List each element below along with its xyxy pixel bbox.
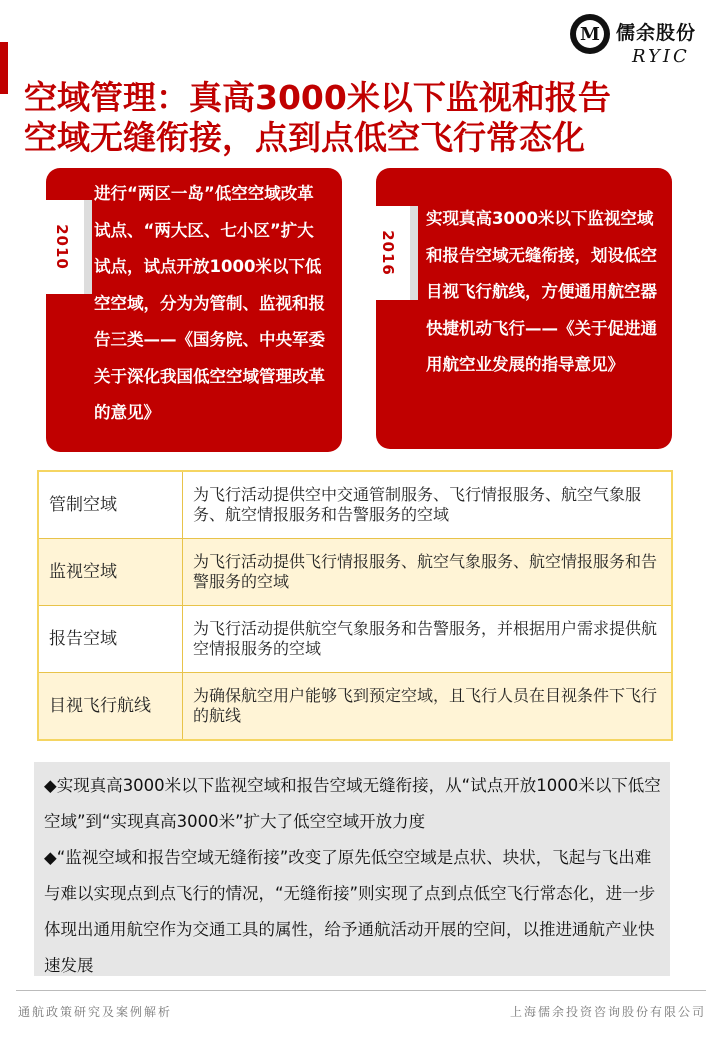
company-logo [566,10,714,74]
table-row [38,606,672,673]
summary-bullet: ◆实现真高3000米以下监视空域和报告空域无缝衔接，从“试点开放1000米以下低空空域”到“实现真高3000米”扩大了低空空域开放力度 [44,776,661,831]
airspace-definition-table [37,470,673,741]
footer-left-text: 通航政策研究及案例解析 [18,1005,173,1019]
footer-right-text: 上海儒余投资咨询股份有限公司 [509,1005,706,1019]
table-row [38,539,672,606]
page-title [24,78,704,158]
table-cell-value: 为飞行活动提供航空气象服务和告警服务，并根据用户需求提供航空情报服务的空域 [183,606,673,673]
title-accent-bar [0,42,8,94]
summary-bullet: ◆“监视空域和报告空域无缝衔接”改变了原先低空空域是点状、块状，飞起与飞出难与难以实现点到点飞行的情况，“无缝衔接”则实现了点到点低空飞行常态化，进一步体现出通用航空作为交通工具的属性，给予通航活动开展的空间，以推进通航产业快速发展 [44,848,656,975]
logo-mark-icon: M [570,14,610,54]
logo-name-cn: 儒余股份 [616,22,697,44]
page-title-line-2: 空域无缝衔接，点到点低空飞行常态化 [24,118,585,157]
table-cell-value: 为飞行活动提供飞行情报服务、航空气象服务、航空情报服务和告警服务的空域 [183,539,673,606]
page-title-line-1: 空域管理：真高3000米以下监视和报告 [24,78,611,117]
year-label: 2016 [379,230,397,276]
policy-card-2016 [376,168,672,449]
year-tab-shadow [410,206,418,300]
year-label: 2010 [53,224,71,270]
logo-name-en: RYIC [632,46,690,67]
policy-card-text: 进行“两区一岛”低空空域改革试点、“两大区、七小区”扩大试点，试点开放1000米以下低空空域，分为为管制、监视和报告三类——《国务院、中央军委关于深化我国低空空域管理改革的意见》 [94,184,325,422]
year-tab-shadow [84,200,92,294]
year-tab-2016 [366,206,410,300]
summary-note-box [34,762,670,976]
table-row [38,471,672,539]
table-cell-value: 为飞行活动提供空中交通管制服务、飞行情报服务、航空气象服务、航空情报服务和告警服务的空域 [183,471,673,539]
table-cell-key: 管制空域 [38,471,183,539]
footer-divider [16,990,706,991]
year-tab-2010 [40,200,84,294]
table-cell-key: 报告空域 [38,606,183,673]
policy-card-text: 实现真高3000米以下监视空域和报告空域无缝衔接，划设低空目视飞行航线，方便通用航空器快捷机动飞行——《关于促进通用航空业发展的指导意见》 [426,209,657,374]
table-cell-key: 监视空域 [38,539,183,606]
table-cell-value: 为确保航空用户能够飞到预定空域，且飞行人员在目视条件下飞行的航线 [183,673,673,741]
table-cell-key: 目视飞行航线 [38,673,183,741]
table-row [38,673,672,741]
